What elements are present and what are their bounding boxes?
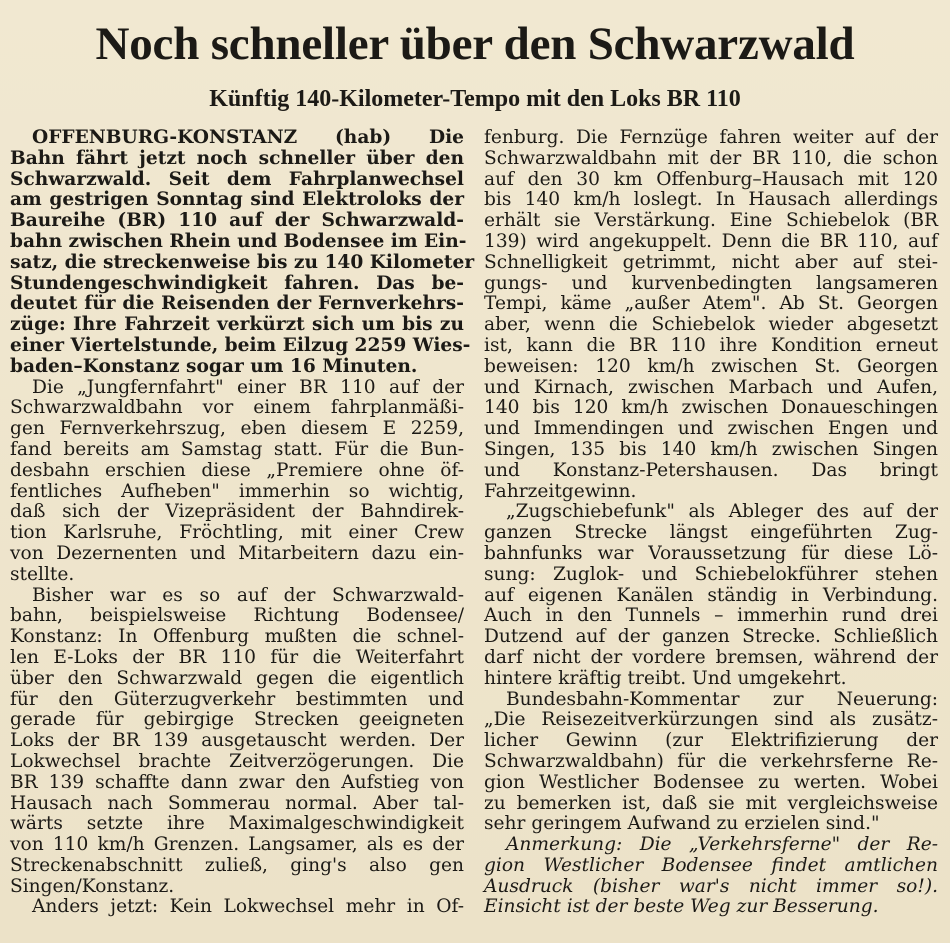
text-line: len E-Loks der BR 110 für die Weiterfahrt [10, 646, 464, 668]
text-line: darf nicht der vordere bremsen, während der [484, 646, 938, 668]
text-line: Anmerkung: Die „Verkehrsferne" der Re- [506, 834, 938, 856]
text-line: züge: Ihre Fahrzeit verkürzt sich um bis zu [10, 314, 464, 336]
text-line: sehr geringem Aufwand zu erzielen sind." [484, 813, 880, 835]
text-line: auf den 30 km Offenburg–Hausach mit 120 [484, 168, 938, 190]
text-line: gion Westlicher Bodensee zu werten. Wobei [484, 771, 938, 793]
text-line: baden–Konstanz sogar um 16 Minuten. [10, 355, 418, 377]
text-line: Schwarzwaldbahn mit der BR 110, die schon [484, 147, 938, 169]
text-line: einer Viertelstunde, beim Eilzug 2259 Wies- [10, 334, 471, 356]
text-line: zu bemerken ist, daß sie mit vergleichsweise [484, 792, 938, 814]
text-line: bahn zwischen Rhein und Bodensee im Ein- [10, 230, 467, 252]
text-line: beweisen: 120 km/h zwischen St. Georgen [484, 355, 938, 377]
text-line: desbahn erschien diese „Premiere ohne öf- [10, 459, 464, 481]
text-line: Schwarzwaldbahn vor einem fahrplanmäßi- [10, 397, 464, 419]
text-line: satz, die streckenweise bis zu 140 Kilometer [10, 251, 475, 273]
text-line: 139) wird angekuppelt. Denn die BR 110, auf [484, 230, 938, 252]
text-line: sung: Zuglok- und Schiebelokführer stehen [484, 563, 938, 585]
text-line: Ausdruck (bisher war's nicht immer so!). [484, 875, 938, 897]
text-line: auf eigenen Kanälen ständig in Verbindung. [484, 584, 938, 606]
text-line: Konstanz: In Offenburg mußten die schnel- [10, 626, 464, 648]
subheadline: Künftig 140-Kilometer-Tempo mit den Loks BR 110 [209, 86, 741, 112]
text-line: gungs- und kurvenbedingten langsameren [484, 272, 938, 294]
text-line: Singen, 135 bis 140 km/h zwischen Singen [484, 438, 938, 460]
text-line: bahn, beispielsweise Richtung Bodensee/ [10, 605, 464, 627]
text-line: Stundengeschwindigkeit fahren. Das be- [10, 272, 464, 294]
text-line: wärts setzte ihre Maximalgeschwindigkeit [10, 813, 464, 835]
article-column-right [484, 128, 938, 918]
text-line: Lokwechsel brachte Zeitverzögerungen. Die [10, 750, 464, 772]
text-line: Bisher war es so auf der Schwarzwald- [32, 584, 464, 606]
text-line: stellte. [10, 563, 75, 585]
text-line: gion Westlicher Bodensee findet amtlichen [484, 854, 938, 876]
article-column-left [10, 127, 475, 918]
text-line: für den Güterzugverkehr bestimmten und [10, 688, 464, 710]
text-line: BR 139 schaffte dann zwar den Aufstieg von [10, 771, 464, 793]
text-line: Tempi, käme „außer Atem". Ab St. Georgen [484, 293, 938, 315]
text-line: Dutzend auf der ganzen Strecke. Schließlich [484, 626, 938, 648]
text-line: Schwarzwaldbahn) für die verkehrsferne Re- [484, 750, 938, 772]
text-line: ganzen Strecke längst eingeführten Zug- [484, 522, 938, 544]
text-line: bahnfunks war Voraussetzung für diese Lö- [484, 542, 938, 564]
text-line: „Zugschiebefunk" als Ableger des auf der [506, 501, 938, 523]
text-line: ist, kann die BR 110 ihre Kondition erneut [484, 334, 938, 356]
text-line: über den Schwarzwald gegen die eigentlich [10, 667, 464, 689]
text-line: Loks der BR 139 ausgetauscht werden. Der [10, 730, 464, 752]
text-line: Baureihe (BR) 110 auf der Schwarzwald- [10, 210, 464, 232]
text-line: licher Gewinn (zur Elektrifizierung der [484, 730, 938, 752]
text-line: am gestrigen Sonntag sind Elektroloks der [10, 189, 464, 211]
text-line: hintere kräftig treibt. Und umgekehrt. [484, 667, 847, 689]
text-line: 140 bis 120 km/h zwischen Donaueschingen [484, 397, 938, 419]
text-line: Streckenabschnitt zuließ, ging's also gen [10, 854, 464, 876]
text-line: Einsicht ist der beste Weg zur Besserung. [484, 896, 879, 918]
text-line: Hausach nach Sommerau normal. Aber tal- [10, 792, 464, 814]
text-line: aber, wenn die Schiebelok wieder abgesetzt [484, 314, 938, 336]
text-line: „Die Reisezeitverkürzungen sind als zusätz- [484, 709, 938, 731]
text-line: von Dezernenten und Mitarbeitern dazu ein- [10, 542, 464, 564]
text-line: fand bereits am Samstag statt. Für die Bun- [10, 438, 464, 460]
text-line: erhält sie Verstärkung. Eine Schiebelok (BR [484, 210, 938, 232]
text-line: Auch in den Tunnels – immerhin rund drei [484, 605, 938, 627]
text-line: fentliches Aufheben" immerhin so wichtig, [10, 480, 464, 502]
headline: Noch schneller über den Schwarzwald [95, 18, 855, 70]
text-line: Fahrzeitgewinn. [484, 480, 637, 502]
text-line: bis 140 km/h loslegt. In Hausach allerdings [484, 189, 938, 211]
text-line: und Immendingen und zwischen Engen und [484, 418, 938, 440]
text-line: Die „Jungfernfahrt" einer BR 110 auf der [32, 376, 464, 398]
text-line: gerade für gebirgige Strecken geeigneten [10, 709, 464, 731]
text-line: daß sich der Vizepräsident der Bahndirek- [10, 501, 464, 523]
text-line: fenburg. Die Fernzüge fahren weiter auf der [484, 127, 938, 148]
text-line: deutet für die Reisenden der Fernverkehrs- [10, 293, 464, 315]
text-line: Bahn fährt jetzt noch schneller über den [10, 147, 464, 169]
text-line: tion Karlsruhe, Fröchtling, mit einer Crew [10, 522, 464, 544]
text-line: und Kirnach, zwischen Marbach und Aufen, [484, 376, 938, 398]
text-line: von 110 km/h Grenzen. Langsamer, als es der [10, 834, 464, 856]
text-line: Anders jetzt: Kein Lokwechsel mehr in Of- [32, 896, 464, 918]
text-line: Singen/Konstanz. [10, 875, 175, 897]
text-line: und Konstanz-Petershausen. Das bringt [484, 459, 938, 481]
text-line: gen Fernverkehrszug, eben diesem E 2259, [10, 418, 464, 440]
text-line: OFFENBURG-KONSTANZ (hab) Die [32, 127, 464, 148]
text-line: Bundesbahn-Kommentar zur Neuerung: [506, 688, 938, 710]
text-line: Schnelligkeit getrimmt, nicht aber auf stei- [484, 251, 938, 273]
text-line: Schwarzwald. Seit dem Fahrplanwechsel [10, 168, 464, 190]
